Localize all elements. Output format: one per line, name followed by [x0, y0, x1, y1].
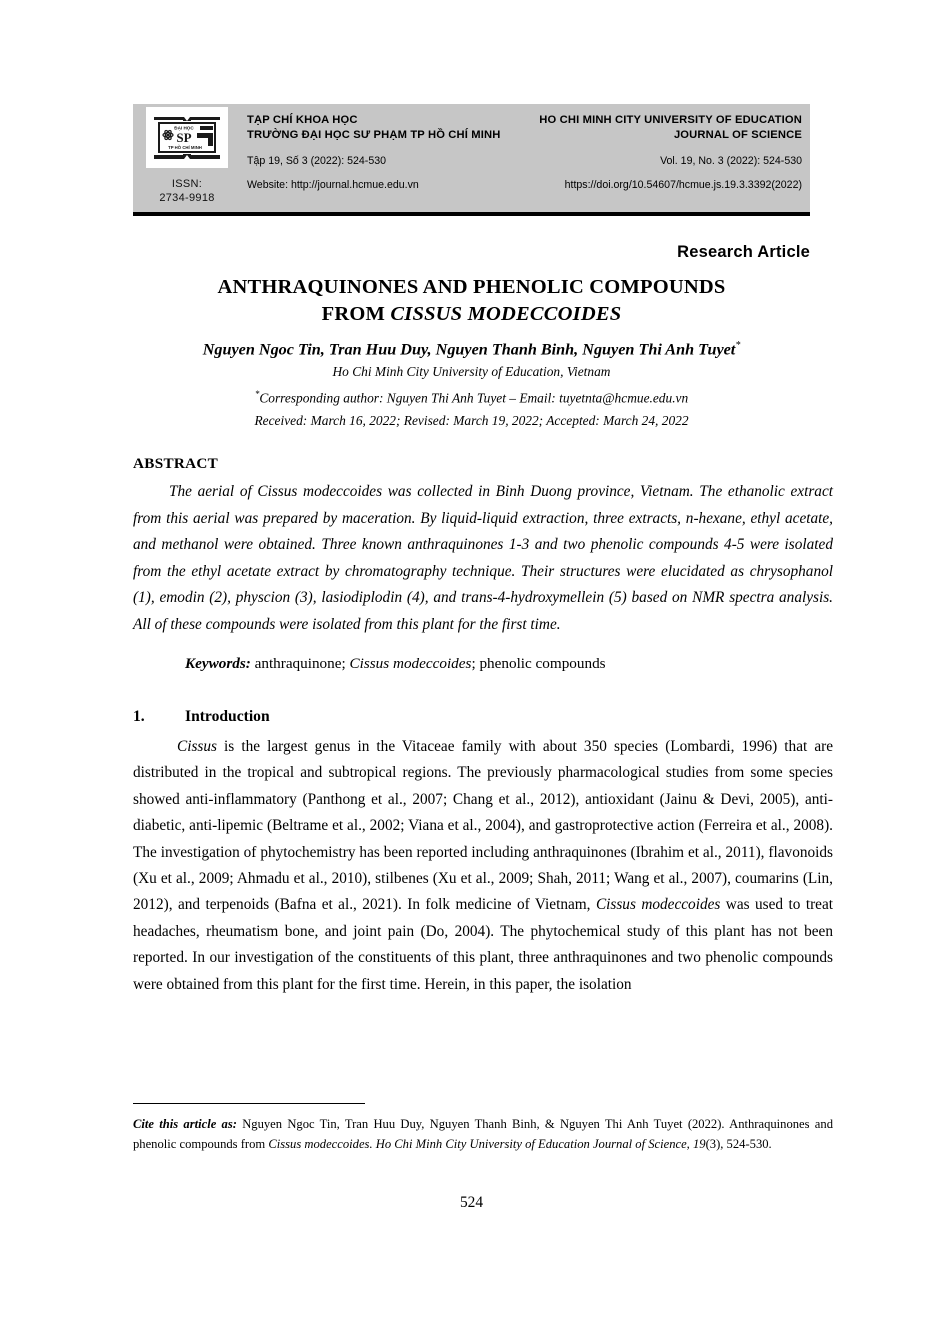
article-title-line2	[133, 301, 810, 328]
page-number: 524	[459, 1194, 484, 1211]
keywords-part2: ; phenolic compounds	[471, 655, 606, 672]
footnote-separator	[133, 1103, 365, 1104]
svg-text:SP: SP	[176, 129, 192, 145]
introduction-paragraph	[133, 734, 833, 998]
svg-text:ĐẠI HỌC: ĐẠI HỌC	[174, 125, 194, 130]
journal-title-en-line2: JOURNAL OF SCIENCE	[673, 128, 802, 141]
issn-label: ISSN:	[171, 178, 203, 190]
article-type-label: Research Article	[677, 243, 810, 261]
corresponding-author-line	[133, 385, 810, 407]
cite-journal-italic: Cissus modeccoides. Ho Chi Minh City University of Education Journal of Science, 19	[268, 1136, 706, 1151]
keywords-species: Cissus modeccoides	[349, 655, 472, 672]
document-page	[133, 0, 833, 1333]
corresponding-author-text: Corresponding author: Nguyen Thi Anh Tuyet – Email: tuyetnta@hcmue.edu.vn	[259, 390, 689, 406]
section-number: 1.	[133, 708, 145, 725]
page-title	[133, 274, 810, 328]
keywords-label: Keywords:	[185, 655, 251, 672]
abstract-heading: ABSTRACT	[133, 455, 219, 472]
corresponding-marker: *	[254, 389, 260, 400]
abstract-body: The aerial of Cissus modeccoides was collected in Binh Duong province, Vietnam. The ethanolic extract from this aerial was prepared by maceration. By liquid-liquid extraction, three extracts, n-hexane, ethyl acetate, and methanol were obtained. Three known anthraquinones 1-3 and two phenolic compounds 4-5 were isolated from the ethyl acetate extract by chromatography technique. Their structures were elucidated as chrysophanol (1), emodin (2), physcion (3), lasiodiplodin (4), and trans-4-hydroxymellein (5) based on NMR spectra analysis. All of these compounds were isolated from this plant for the first time.	[133, 483, 833, 633]
citation-footnote	[133, 1115, 833, 1154]
cite-text-1: Nguyen Ngoc Tin, Tran Huu Duy, Nguyen Thanh Binh, & Nguyen Thi Anh Tuyet (2022). Anthraquinones and phenolic compounds from	[133, 1117, 833, 1151]
masthead-left	[241, 104, 505, 212]
issn-block	[159, 177, 214, 205]
title-block	[133, 274, 810, 430]
section-title: Introduction	[185, 708, 270, 725]
author-names: Nguyen Ngoc Tin, Tran Huu Duy, Nguyen Thanh Binh, Nguyen Thi Anh Tuyet	[202, 340, 736, 359]
keywords-line	[133, 652, 833, 676]
cite-text-2: (3), 524-530.	[705, 1136, 772, 1151]
intro-text-2: was used to treat headaches, rheumatism bone, and joint pain (Do, 2004). The phytochemical study of this plant has not been reported. In our investigation of the constituents of this plant, three anthraquinones and two phenolic compounds were obtained from this plant for the first time. Herein, in this paper, the isolation	[133, 896, 833, 993]
journal-title-en-line1: HO CHI MINH CITY UNIVERSITY OF EDUCATION	[539, 114, 802, 126]
journal-title-vi-line2: TRƯỜNG ĐẠI HỌC SƯ PHẠM TP HỒ CHÍ MINH	[247, 128, 501, 141]
doi-link[interactable]: https://doi.org/10.54607/hcmue.js.19.3.3392(2022)	[564, 179, 802, 191]
university-logo	[146, 107, 228, 168]
journal-title-vi-line1: TẠP CHÍ KHOA HỌC	[247, 114, 358, 126]
article-title-line1: ANTHRAQUINONES AND PHENOLIC COMPOUNDS	[217, 276, 726, 298]
journal-website-link[interactable]: Website: http://journal.hcmue.edu.vn	[247, 179, 419, 191]
volume-info-vi: Tập 19, Số 3 (2022): 524-530	[247, 155, 386, 167]
author-affiliation: Ho Chi Minh City University of Education, Vietnam	[332, 364, 611, 380]
author-corresponding-marker: *	[735, 340, 741, 351]
author-list	[133, 335, 810, 360]
keywords-part1: anthraquinone;	[250, 655, 350, 672]
article-title-species: CISSUS MODECCOIDES	[390, 303, 622, 325]
cite-label: Cite this article as:	[133, 1117, 237, 1131]
masthead-right	[505, 104, 810, 212]
masthead-logo-column	[133, 104, 241, 212]
article-dates: Received: March 16, 2022; Revised: March 19, 2022; Accepted: March 24, 2022	[254, 412, 689, 428]
article-title-line2-prefix: FROM	[321, 303, 391, 325]
volume-info-en: Vol. 19, No. 3 (2022): 524-530	[660, 155, 802, 167]
svg-text:TP HỒ CHÍ MINH: TP HỒ CHÍ MINH	[168, 144, 202, 150]
intro-text-1: is the largest genus in the Vitaceae family with about 350 species (Lombardi, 1996) that are distributed in the tropical and subtropical regions. The previously pharmacological studies from some species showed anti-inflammatory (Panthong et al., 2007; Chang et al., 2012), antioxidant (Jainu & Devi, 2005), anti-diabetic, anti-lipemic (Beltrame et al., 2002; Viana et al., 2004), and gastroprotective action (Ferreira et al., 2008). The investigation of phytochemistry has been reported including anthraquinones (Ibrahim et al., 2011), flavonoids (Xu et al., 2009; Ahmadu et al., 2010), stilbenes (Xu et al., 2009; Shah, 2011; Wang et al., 2007), coumarins (Lin, 2012), and terpenoids (Bafna et al., 2021). In folk medicine of Vietnam,	[133, 738, 833, 914]
intro-species-mention: Cissus modeccoides	[595, 896, 721, 914]
issn-value: 2734-9918	[159, 192, 215, 204]
section-heading-introduction	[133, 708, 810, 726]
open-book-logo-icon	[151, 112, 223, 164]
intro-genus-lead: Cissus	[177, 738, 217, 755]
journal-masthead	[133, 104, 810, 216]
